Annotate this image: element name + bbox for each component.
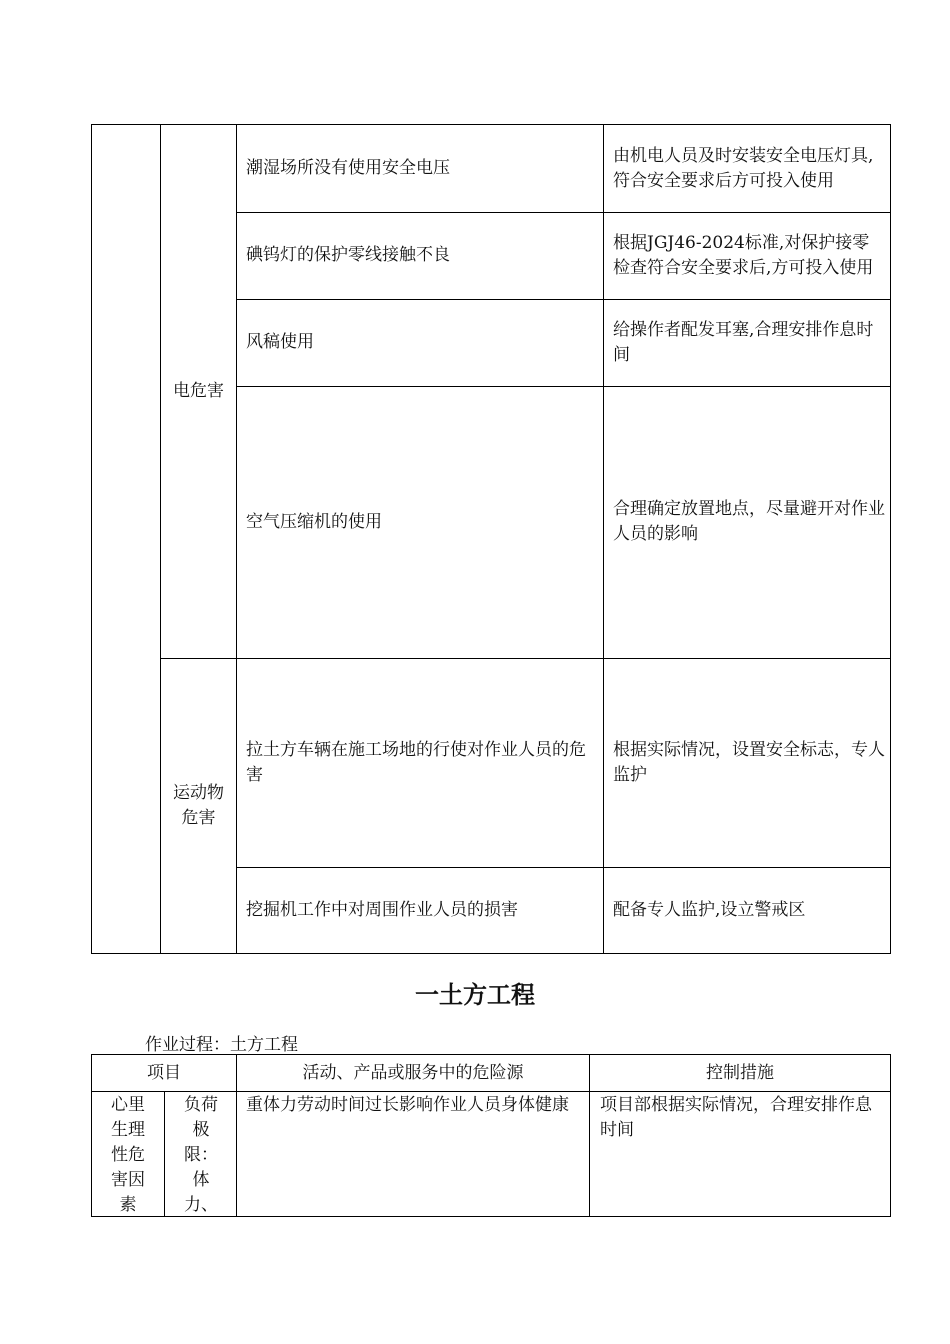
header-hazard-source: 活动、产品或服务中的危险源 [302,1062,524,1083]
category-electric: 电危害 [173,381,224,401]
category-physiological: 心里生理性危害因素 [111,1095,145,1215]
category-moving-objects: 运动物危害 [173,782,224,828]
divider [164,1091,165,1216]
hazard-cell: 潮湿场所没有使用安全电压 [246,158,450,178]
header-item: 项目 [147,1062,181,1083]
control-cell: 项目部根据实际情况，合理安排作息时间 [600,1095,872,1140]
hazard-cell: 风稿使用 [246,332,314,352]
hazard-cell: 拉土方车辆在施工场地的行使对作业人员的危害 [246,739,586,785]
control-cell: 给操作者配发耳塞,合理安排作息时间 [613,319,874,365]
hazard-cell: 重体力劳动时间过长影响作业人员身体健康 [246,1095,569,1115]
control-cell: 根据JGJ46-2024标准,对保护接零检查符合安全要求后,方可投入使用 [613,232,874,278]
control-cell: 根据实际情况，设置安全标志，专人监护 [613,739,885,785]
divider [603,125,604,953]
hazard-cell: 挖掘机工作中对周围作业人员的损害 [246,899,518,920]
hazard-table-1 [91,124,891,954]
category-load-limit: 负荷极限：体力、 [184,1095,218,1215]
divider [92,1091,890,1092]
header-control: 控制措施 [706,1062,774,1083]
hazard-cell: 碘钨灯的保护零线接触不良 [246,245,450,265]
control-cell: 由机电人员及时安装安全电压灯具,符合安全要求后方可投入使用 [613,145,874,191]
divider [236,125,237,953]
process-label: 作业过程：土方工程 [145,1035,298,1055]
section-title: 一土方工程 [415,981,535,1009]
hazard-table-2 [91,1054,891,1217]
hazard-cell: 空气压缩机的使用 [246,511,382,532]
control-cell: 合理确定放置地点，尽量避开对作业人员的影响 [613,499,885,544]
control-cell: 配备专人监护,设立警戒区 [613,899,806,920]
